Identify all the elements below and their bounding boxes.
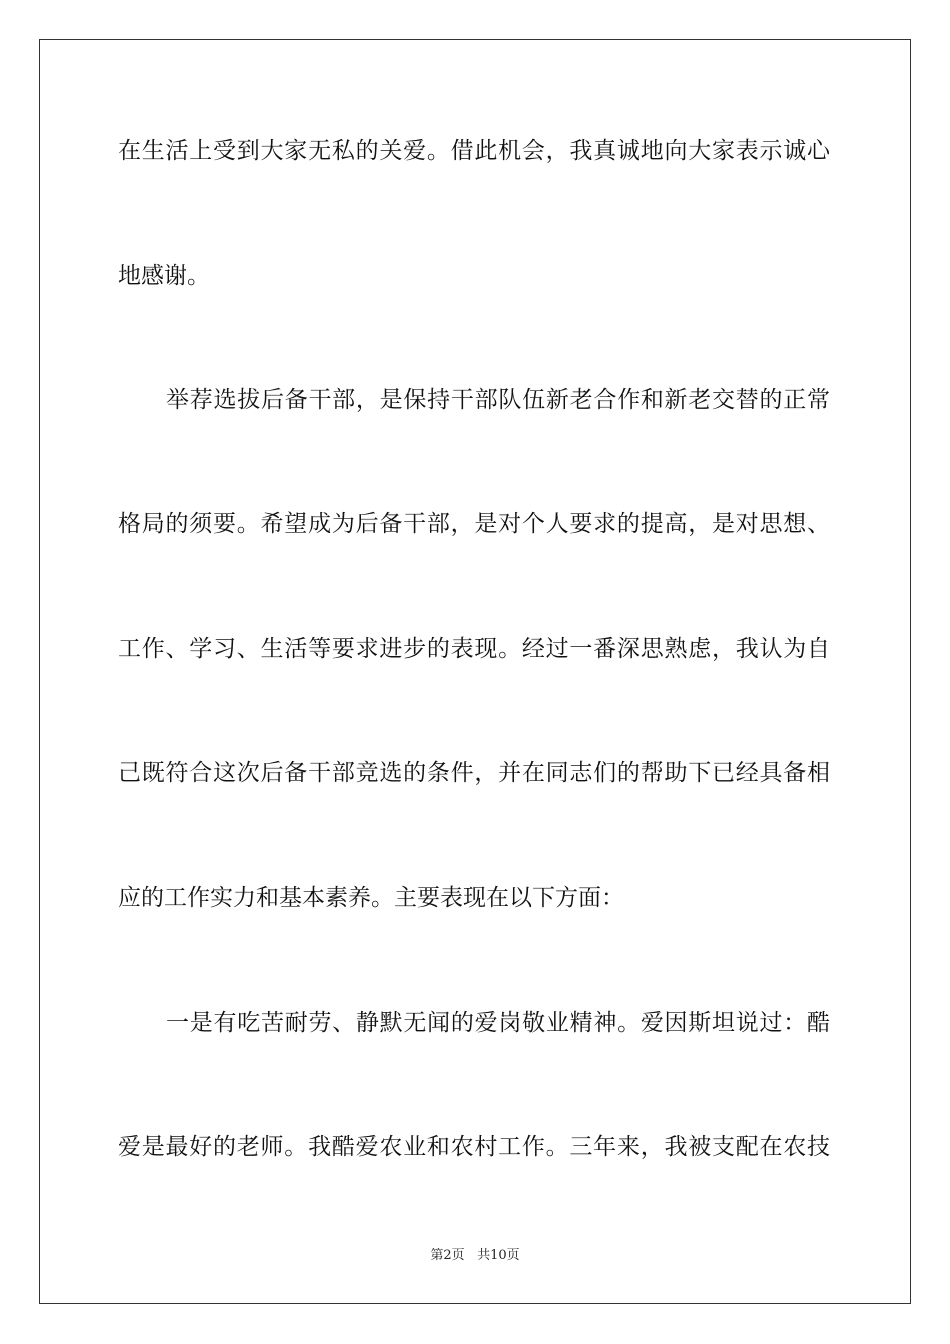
total-pages: 共10页 — [477, 1248, 520, 1263]
text-line-4: 格局的须要。希望成为后备干部，是对个人要求的提高，是对思想、 — [118, 511, 830, 537]
text-line-5: 工作、学习、生活等要求进步的表现。经过一番深思熟虑，我认为自 — [118, 636, 830, 662]
text-line-9: 爱是最好的老师。我酷爱农业和农村工作。三年来，我被支配在农技 — [118, 1134, 830, 1160]
page-number: 第2页 — [430, 1248, 465, 1263]
paragraph-start-line: 举荐选拔后备干部，是保持干部队伍新老合作和新老交替的正常 — [166, 387, 830, 413]
page-footer — [0, 1247, 950, 1265]
text-line-1: 在生活上受到大家无私的关爱。借此机会，我真诚地向大家表示诚心 — [118, 138, 830, 164]
paragraph-start-line: 一是有吃苦耐劳、静默无闻的爱岗敬业精神。爱因斯坦说过：酷 — [166, 1010, 830, 1036]
text-line-6: 己既符合这次后备干部竞选的条件，并在同志们的帮助下已经具备相 — [118, 760, 830, 786]
text-line-7: 应的工作实力和基本素养。主要表现在以下方面： — [118, 885, 624, 911]
page-border — [39, 39, 911, 1304]
text-line-2: 地感谢。 — [118, 263, 210, 289]
